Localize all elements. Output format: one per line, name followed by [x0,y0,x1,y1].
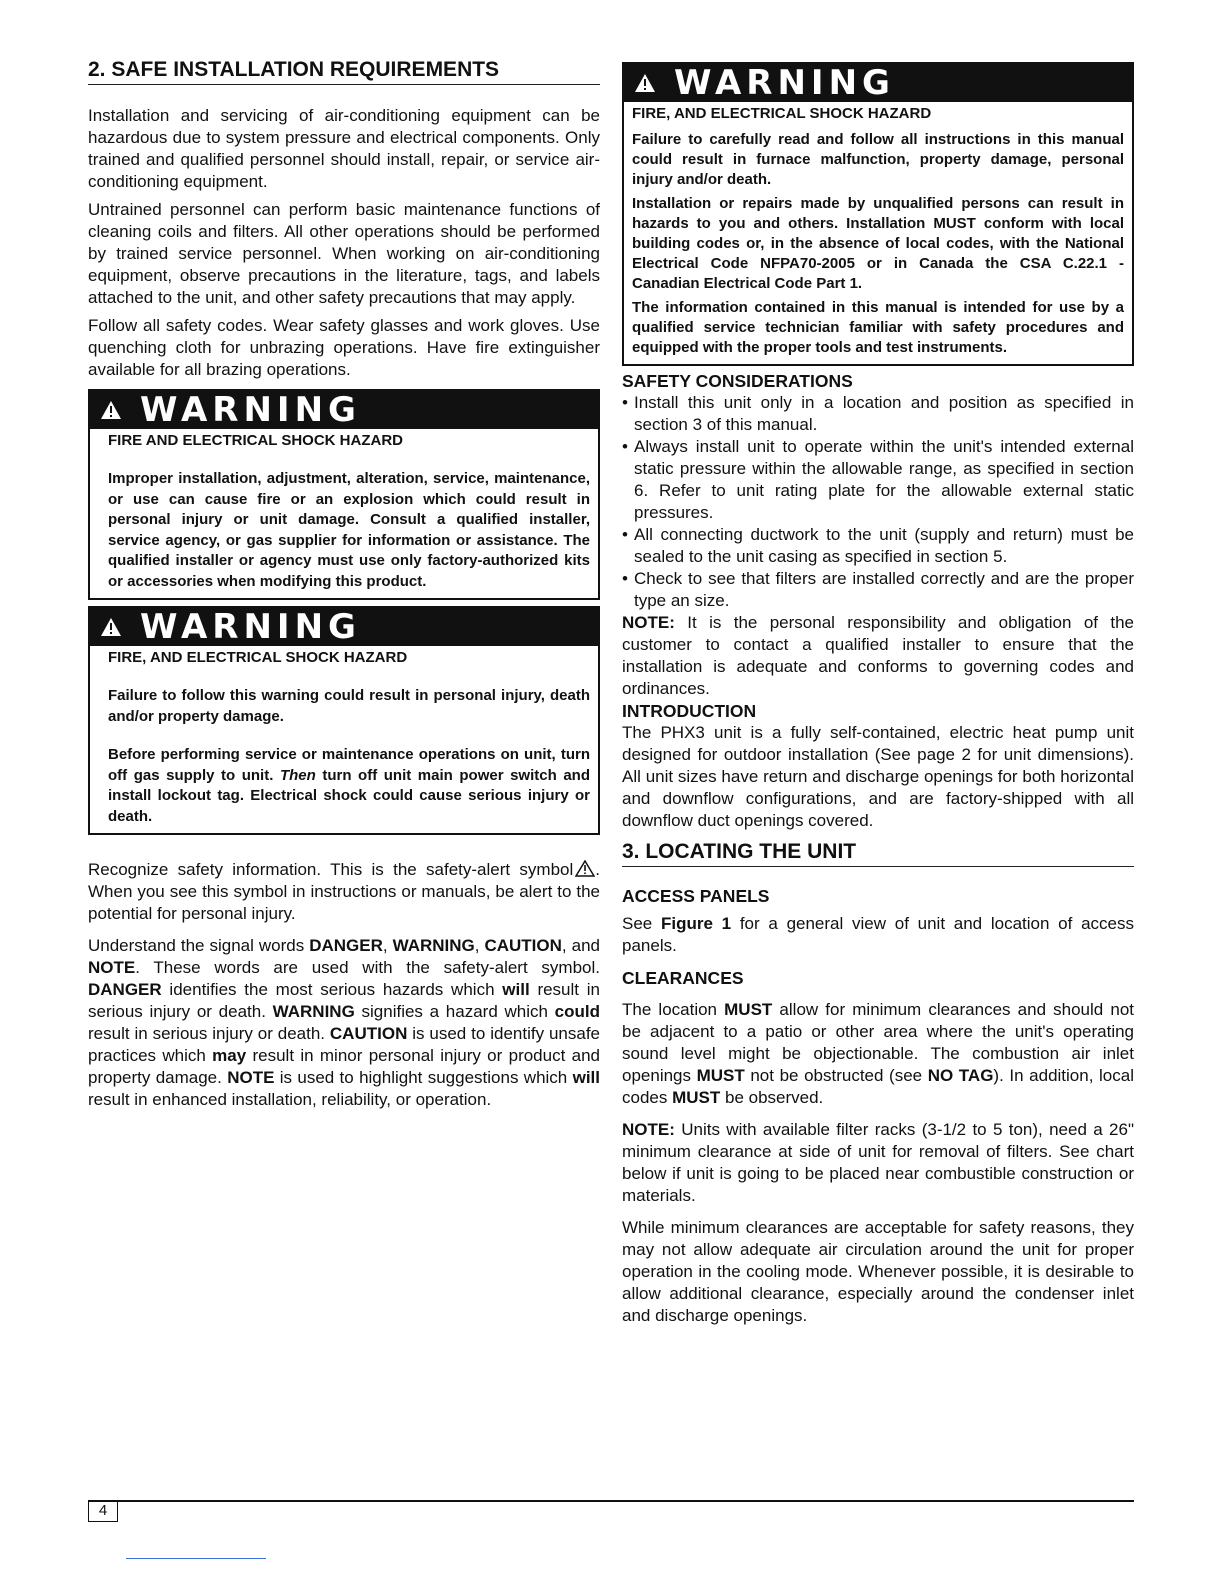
alert-triangle-icon [634,73,656,93]
list-item: • Always install unit to operate within the unit's intended external static pressure within the allowable range, as specified in section 6. Refer to unit rating plate for the allowable external static pressures. [622,436,1134,524]
warning-subtitle: FIRE AND ELECTRICAL SHOCK HAZARD [108,432,403,449]
section-title-locating: 3. LOCATING THE UNIT [622,840,1134,867]
list-item: • All connecting ductwork to the unit (supply and return) must be sealed to the unit casing as specified in section 5. [622,524,1134,568]
warning-text: Failure to follow this warning could result in personal injury, death and/or property damage. [108,687,590,725]
warning-text: Improper installation, adjustment, alteration, service, maintenance, or use can cause fire or an explosion which could result in personal injury or unit damage. Consult a qualified installer, service agency, or gas supplier for information or assistance. The qualified installer or agency must use only factory-authorized kits or accessories when modifying this product. [108,470,590,590]
access-panels-heading: ACCESS PANELS [622,886,770,906]
section-title-safe-installation: 2. SAFE INSTALLATION REQUIREMENTS [88,58,600,85]
list-item: • Install this unit only in a location and position as specified in section 3 of this manual. [622,392,1134,436]
warning-banner [90,608,598,646]
divider [126,1558,266,1559]
warning-box-3 [622,62,1134,366]
warning-box-2 [88,606,600,835]
clearances-text: The location MUST allow for minimum clearances and should not be adjacent to a patio or other area where the unit's operating sound level might be objectionable. The combustion air inlet openings MUST not be obstructed (see NO TAG). In addition, local codes MUST be observed. [622,1000,1134,1107]
warning-banner [624,64,1132,102]
warning-word: WARNING [674,63,895,103]
clearances-heading: CLEARANCES [622,968,744,988]
list-item: • Check to see that filters are installed correctly and are the proper type an size. [622,568,1134,612]
footer-rule [88,1500,1134,1502]
warning-banner [90,391,598,429]
note-paragraph: NOTE: Units with available filter racks (3-1/2 to 5 ton), need a 26" minimum clearance at side of unit for removal of filters. See chart below if unit is going to be placed near combustible construction or materials. [622,1120,1134,1205]
access-panels-text: See Figure 1 for a general view of unit and location of access panels. [622,914,1134,955]
warning-subtitle: FIRE, AND ELECTRICAL SHOCK HAZARD [108,649,408,666]
recognize-paragraph: Recognize safety information. This is the safety-alert symbol . When you see this symbol in instructions or manuals, be alert to the potential for personal injury. [88,860,600,923]
introduction-heading: INTRODUCTION [622,701,757,721]
warning-text: Before performing service or maintenance operations on unit, turn off gas supply to unit. Then turn off unit main power switch and install lockout tag. Electrical shock could cause serious injury or death. [108,746,590,825]
note-paragraph: NOTE: It is the personal responsibility and obligation of the customer to contact a qualified installer to ensure that the installation is adequate and conforms to governing codes and ordinances. [622,613,1134,698]
alert-triangle-icon [100,400,122,420]
left-column [88,58,600,1117]
alert-triangle-icon [100,617,122,637]
safety-list [622,392,1134,612]
warning-text: The information contained in this manual is intended for use by a qualified service technician familiar with safety procedures and equipped with the proper tools and test instruments. [632,299,1124,356]
page-number: 4 [88,1501,118,1522]
warning-word: WARNING [140,607,361,647]
safety-considerations-heading: SAFETY CONSIDERATIONS [622,371,853,391]
warning-box-1 [88,389,600,600]
safety-alert-icon [575,860,595,877]
final-paragraph: While minimum clearances are acceptable for safety reasons, they may not allow adequate air circulation around the unit for proper operation in the cooling mode. Whenever possible, it is desirable to allow additional clearance, especially around the condenser inlet and discharge openings. [622,1218,1134,1325]
intro-paragraph: Installation and servicing of air-conditioning equipment can be hazardous due to system pressure and electrical components. Only trained and qualified personnel should install, repair, or service air-conditioning equipment. [88,106,600,191]
intro-paragraph: Follow all safety codes. Wear safety glasses and work gloves. Use quenching cloth for unbrazing operations. Have fire extinguisher available for all brazing operations. [88,316,600,379]
warning-text: Failure to carefully read and follow all instructions in this manual could result in furnace malfunction, property damage, personal injury and/or death. [632,131,1124,188]
signal-words-paragraph: Understand the signal words DANGER, WARNING, CAUTION, and NOTE. These words are used with the safety-alert symbol. DANGER identifies the most serious hazards which will result in serious injury or death. WARNING signifies a hazard which could result in serious injury or death. CAUTION is used to identify unsafe practices which may result in minor personal injury or product and property damage. NOTE is used to highlight suggestions which will result in enhanced installation, reliability, or operation. [88,936,601,1109]
introduction-text: The PHX3 unit is a fully self-contained, electric heat pump unit designed for outdoor installation (See page 2 for unit dimensions). All unit sizes have return and discharge openings for both horizontal and downflow configurations, and are factory-shipped with all downflow duct openings covered. [622,723,1134,830]
right-column [622,62,1134,1333]
warning-text: Installation or repairs made by unqualified persons can result in hazards to you and others. Installation MUST conform with local building codes or, in the absence of local codes, with the National Electrical Code NFPA70-2005 or in Canada the CSA C.22.1 - Canadian Electrical Code Part 1. [632,195,1124,292]
warning-subtitle: FIRE, AND ELECTRICAL SHOCK HAZARD [632,105,932,122]
warning-word: WARNING [140,390,361,430]
intro-paragraph: Untrained personnel can perform basic maintenance functions of cleaning coils and filters. All other operations should be performed by trained service personnel. When working on air-conditioning equipment, observe precautions in the literature, tags, and labels attached to the unit, and other safety precautions that may apply. [88,200,600,307]
